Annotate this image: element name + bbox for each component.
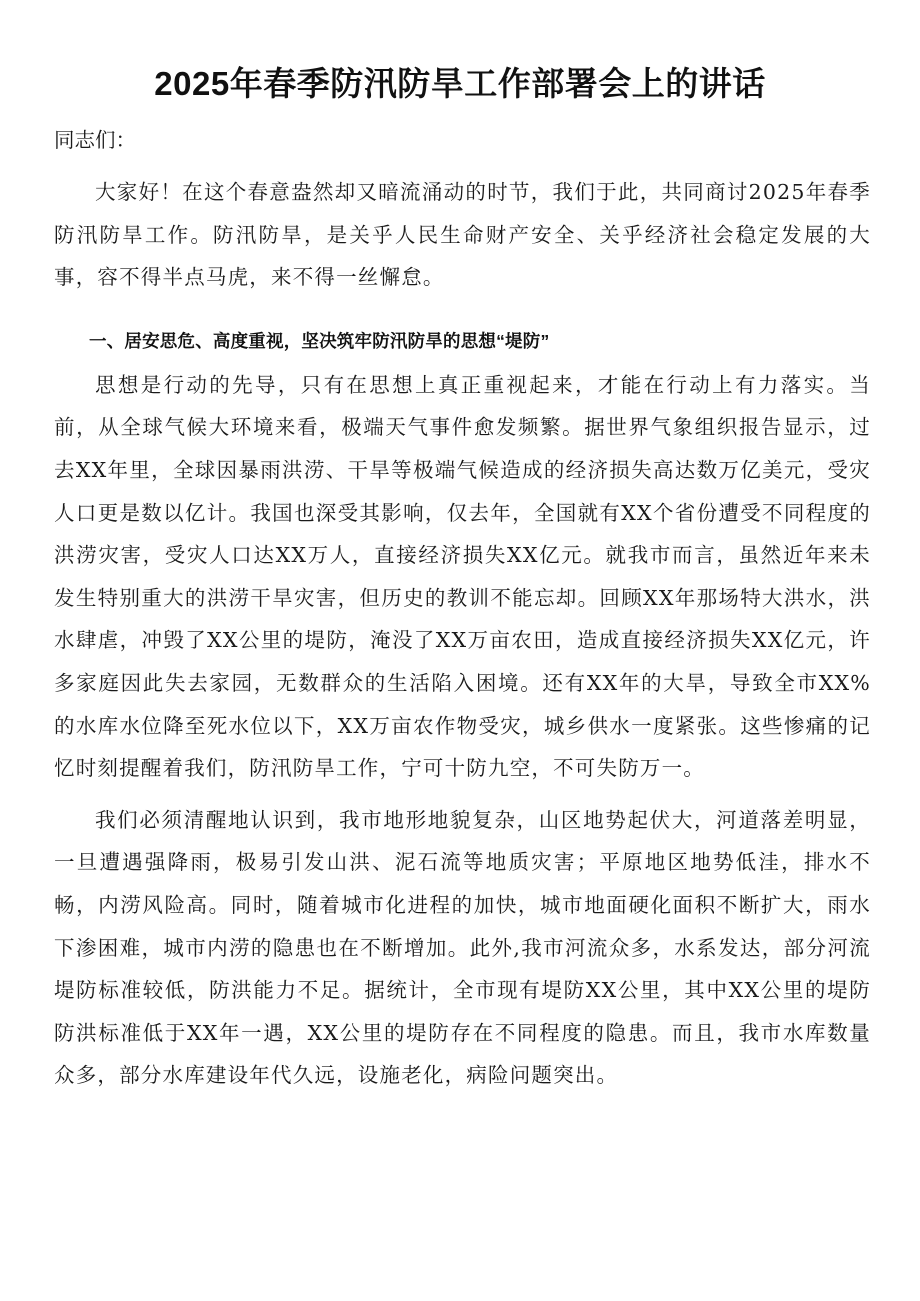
salutation: 同志们： xyxy=(54,128,136,152)
paragraph-opening: 大家好！在这个春意盎然却又暗流涌动的时节，我们于此，共同商讨2025年春季防汛防旱工作。防汛防旱，是关乎人民生命财产安全、关乎经济社会稳定发展的大事，容不得半点马虎，来不得一丝懈怠。 xyxy=(54,180,871,290)
document-body xyxy=(54,119,871,1097)
paragraph-terrain-risks: 我们必须清醒地认识到，我市地形地貌复杂，山区地势起伏大，河道落差明显，一旦遭遇强降雨，极易引发山洪、泥石流等地质灾害；平原地区地势低洼，排水不畅，内涝风险高。同时，随着城市化进程的加快，城市地面硬化面积不断扩大，雨水下渗困难，城市内涝的隐患也在不断增加。此外,我市河流众多，水系发达，部分河流堤防标准较低，防洪能力不足。据统计，全市现有堤防XX公里，其中XX公里的堤防防洪标准低于XX年一遇，XX公里的堤防存在不同程度的隐患。而且，我市水库数量众多，部分水库建设年代久远，设施老化，病险问题突出。 xyxy=(54,807,871,1088)
document-title: 2025年春季防汛防旱工作部署会上的讲话 xyxy=(154,65,766,102)
section-heading: 一、居安思危、高度重视，坚决筑牢防汛防旱的思想“堤防” xyxy=(89,330,550,351)
paragraph-thought-leads-action: 思想是行动的先导，只有在思想上真正重视起来，才能在行动上有力落实。当前，从全球气候大环境来看，极端天气事件愈发频繁。据世界气象组织报告显示，过去XX年里，全球因暴雨洪涝、干旱等极端气候造成的经济损失高达数万亿美元，受灾人口更是数以亿计。我国也深受其影响，仅去年，全国就有XX个省份遭受不同程度的洪涝灾害，受灾人口达XX万人，直接经济损失XX亿元。就我市而言，虽然近年来未发生特别重大的洪涝干旱灾害，但历史的教训不能忘却。回顾XX年那场特大洪水，洪水肆虐，冲毁了XX公里的堤防，淹没了XX万亩农田，造成直接经济损失XX亿元，许多家庭因此失去家园，无数群众的生活陷入困境。还有XX年的大旱，导致全市XX%的水库水位降至死水位以下，XX万亩农作物受灾，城乡供水一度紧张。这些惨痛的记忆时刻提醒着我们，防汛防旱工作，宁可十防九空，不可失防万一。 xyxy=(54,372,871,781)
